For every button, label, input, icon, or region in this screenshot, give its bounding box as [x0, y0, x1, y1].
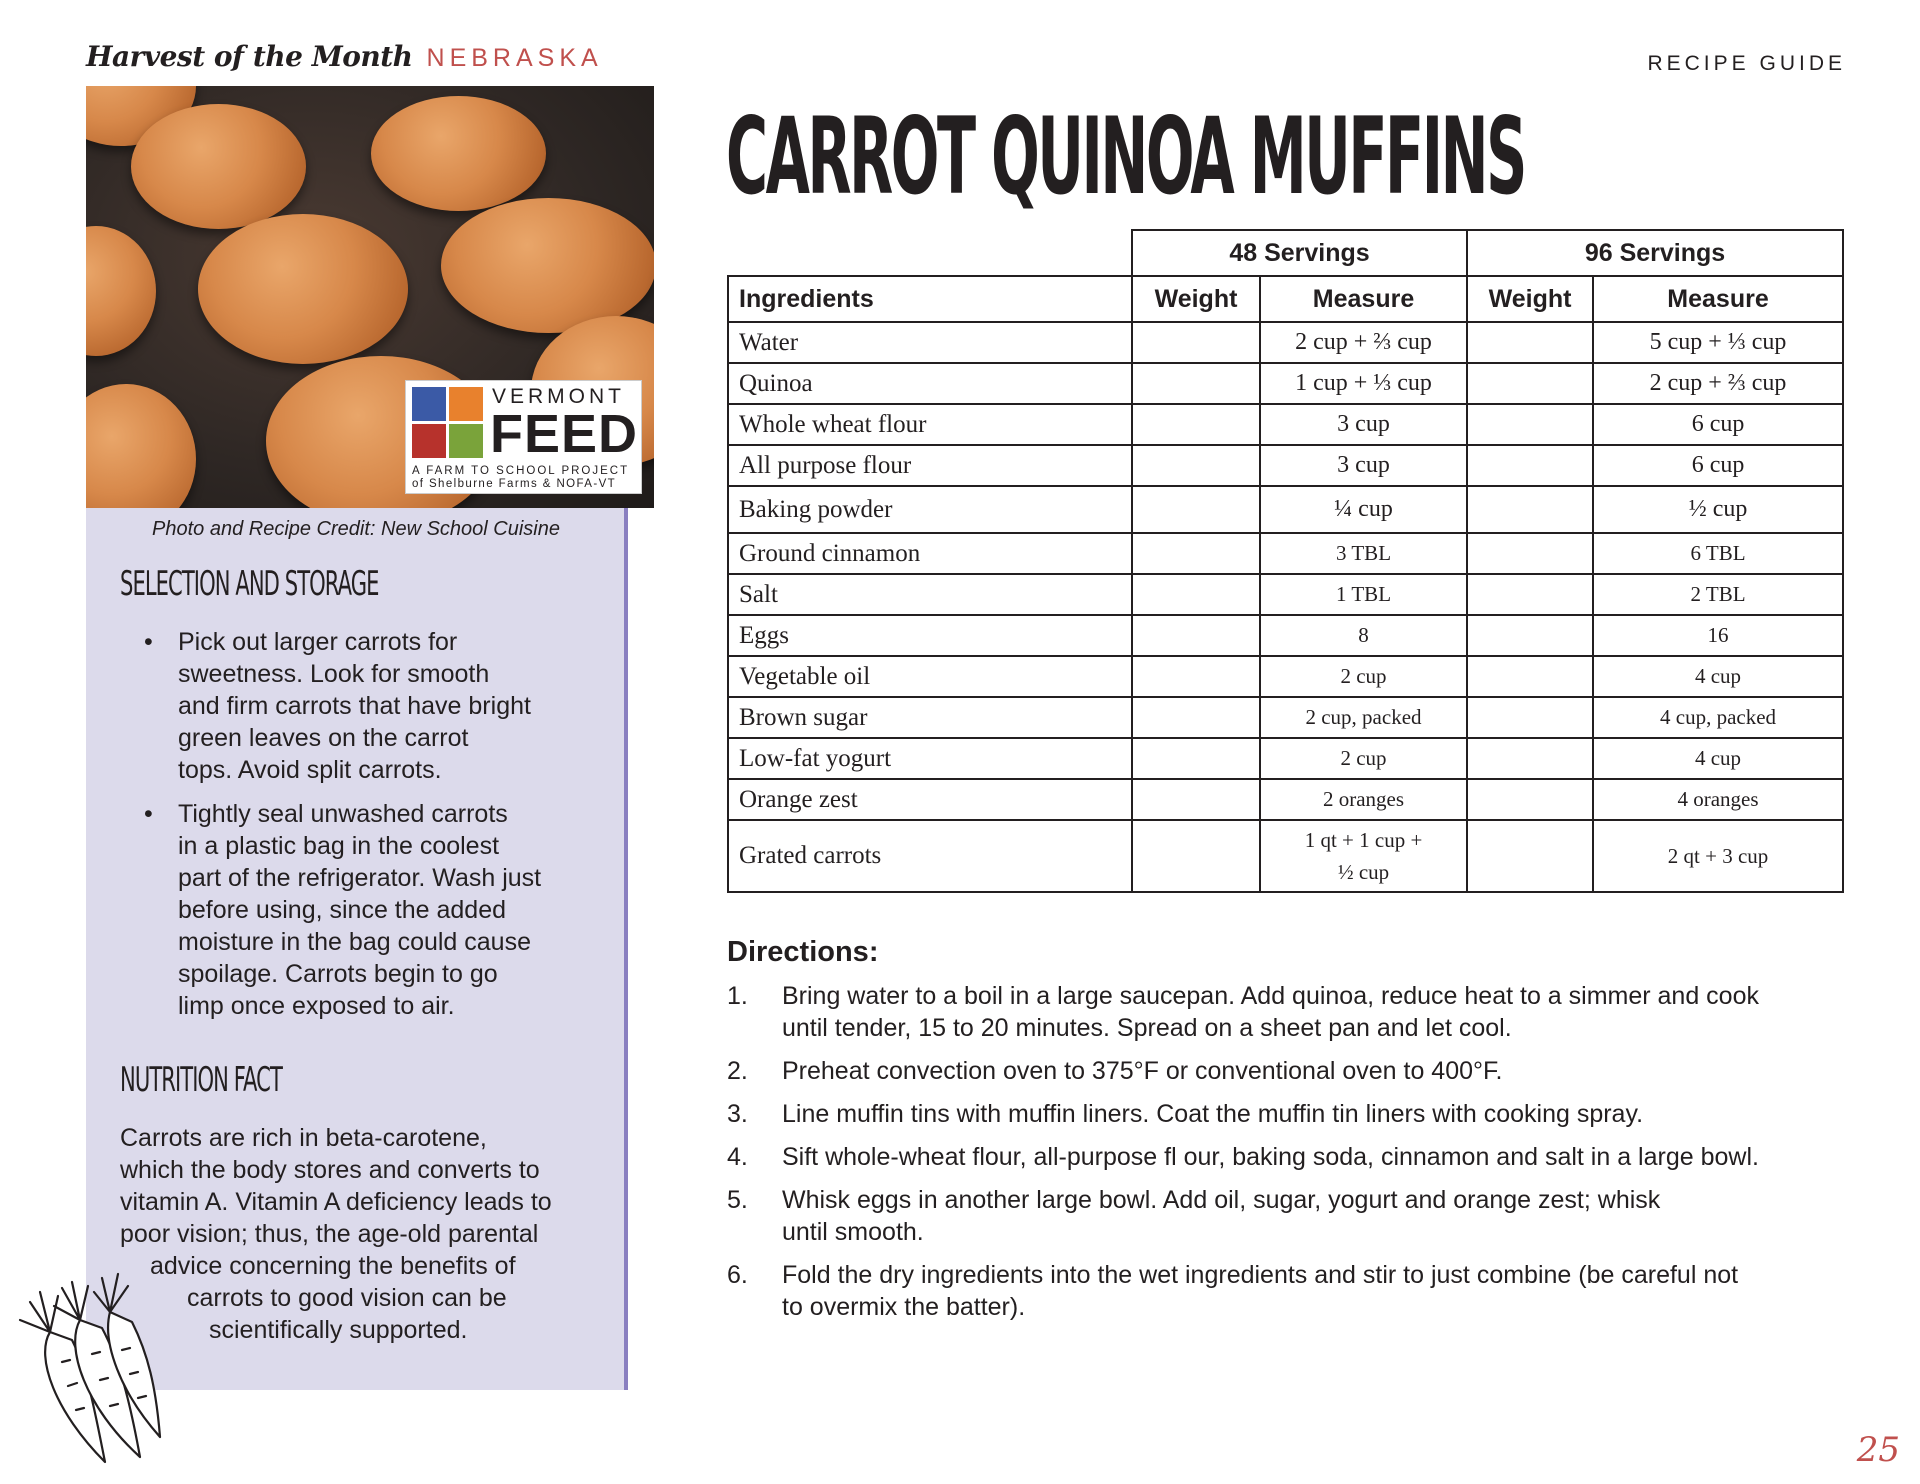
bullet-icon: •: [144, 800, 153, 828]
logo-tile-icon: [449, 424, 483, 458]
page-number: 25: [1856, 1430, 1900, 1470]
list-item: 4. Sift whole-wheat flour, all-purpose fl our, baking soda, cinnamon and salt in a large bowl.: [727, 1143, 1759, 1171]
servings-48-header: 48 Servings: [1132, 230, 1467, 276]
measure-header: Measure: [1593, 276, 1843, 322]
muffin-shape: [131, 104, 306, 229]
muffin-shape: [198, 214, 408, 364]
list-item: 1. Bring water to a boil in a large saucepan. Add quinoa, reduce heat to a simmer and cook until tender, 15 to 20 minutes. Spread on a sheet pan and let cool.: [727, 982, 1759, 1042]
nutrition-heading: NUTRITION FACT: [120, 1060, 282, 1100]
table-row: Brown sugar 2 cup, packed 4 cup, packed: [728, 697, 1843, 738]
muffin-photo: [86, 86, 654, 508]
table-row: Whole wheat flour 3 cup 6 cup: [728, 404, 1843, 445]
guide-label: RECIPE GUIDE: [1647, 52, 1846, 75]
table-row: Grated carrots 1 qt + 1 cup + ½ cup 2 qt + 3 cup: [728, 820, 1843, 892]
table-row: Low-fat yogurt 2 cup 4 cup: [728, 738, 1843, 779]
muffin-shape: [86, 226, 156, 356]
list-item: 5. Whisk eggs in another large bowl. Add oil, sugar, yogurt and orange zest; whisk until smooth.: [727, 1186, 1661, 1246]
bullet-icon: •: [144, 628, 153, 656]
measure-header: Measure: [1260, 276, 1467, 322]
carrot-illustration-icon: [10, 1262, 200, 1472]
table-row: Orange zest 2 oranges 4 oranges: [728, 779, 1843, 820]
ingredients-header: Ingredients: [728, 276, 1132, 322]
list-item: • Pick out larger carrots for sweetness. Look for smooth and firm carrots that have bright green leaves on the carrot tops. Avoid split carrots.: [144, 628, 531, 784]
list-item: 2. Preheat convection oven to 375°F or conventional oven to 400°F.: [727, 1057, 1503, 1085]
logo-tile-icon: [412, 424, 446, 458]
table-row: Vegetable oil 2 cup 4 cup: [728, 656, 1843, 697]
brand-script: Harvest of the Month: [86, 40, 413, 73]
directions-heading: Directions:: [727, 936, 879, 968]
table-row: Salt 1 TBL 2 TBL: [728, 574, 1843, 615]
photo-credit: Photo and Recipe Credit: New School Cuisine: [152, 518, 560, 540]
list-item: 6. Fold the dry ingredients into the wet ingredients and stir to just combine (be careful not to overmix the batter).: [727, 1261, 1739, 1321]
header-brand: [86, 40, 603, 73]
table-row: Baking powder ¼ cup ½ cup: [728, 486, 1843, 533]
logo-feed: FEED: [490, 404, 639, 464]
table-row: Eggs 8 16: [728, 615, 1843, 656]
table-row: Water 2 cup + ⅔ cup 5 cup + ⅓ cup: [728, 322, 1843, 363]
logo-subtitle-2: of Shelburne Farms & NOFA-VT: [412, 478, 617, 490]
recipe-title: CARROT QUINOA MUFFINS: [726, 95, 1525, 218]
brand-state: NEBRASKA: [426, 44, 603, 72]
ingredients-table: [727, 229, 1844, 893]
logo-icons: [412, 387, 484, 459]
logo-tile-icon: [449, 387, 483, 421]
muffin-shape: [441, 198, 654, 333]
directions-list: [727, 980, 1847, 1334]
selection-heading: SELECTION AND STORAGE: [120, 564, 379, 604]
logo-tile-icon: [412, 387, 446, 421]
muffin-shape: [371, 96, 546, 211]
logo-vermont: VERMONT: [492, 385, 625, 408]
muffin-shape: [86, 384, 196, 508]
sidebar-panel: [86, 508, 628, 1390]
weight-header: Weight: [1467, 276, 1593, 322]
servings-96-header: 96 Servings: [1467, 230, 1843, 276]
list-item: 3. Line muffin tins with muffin liners. Coat the muffin tin liners with cooking spray.: [727, 1100, 1644, 1128]
table-row: All purpose flour 3 cup 6 cup: [728, 445, 1843, 486]
nutrition-fact-text: Carrots are rich in beta-carotene, which the body stores and converts to vitamin A. Vitamin A deficiency leads to poor vision; thus, the age-old parental advice concerning the benefits of carrots to good vision can be scientifically supported.: [120, 1124, 552, 1344]
table-corner: [728, 230, 1132, 276]
selection-list: [120, 626, 580, 1034]
table-row: Ground cinnamon 3 TBL 6 TBL: [728, 533, 1843, 574]
table-row: Quinoa 1 cup + ⅓ cup 2 cup + ⅔ cup: [728, 363, 1843, 404]
list-item: • Tightly seal unwashed carrots in a plastic bag in the coolest part of the refrigerator. Wash just before using, since the added moisture in the bag could cause spoilage. Carrots begin to go limp once exposed to air.: [144, 800, 542, 1020]
logo-subtitle-1: A FARM TO SCHOOL PROJECT: [412, 465, 630, 477]
weight-header: Weight: [1132, 276, 1260, 322]
vermont-feed-logo: [405, 380, 642, 494]
